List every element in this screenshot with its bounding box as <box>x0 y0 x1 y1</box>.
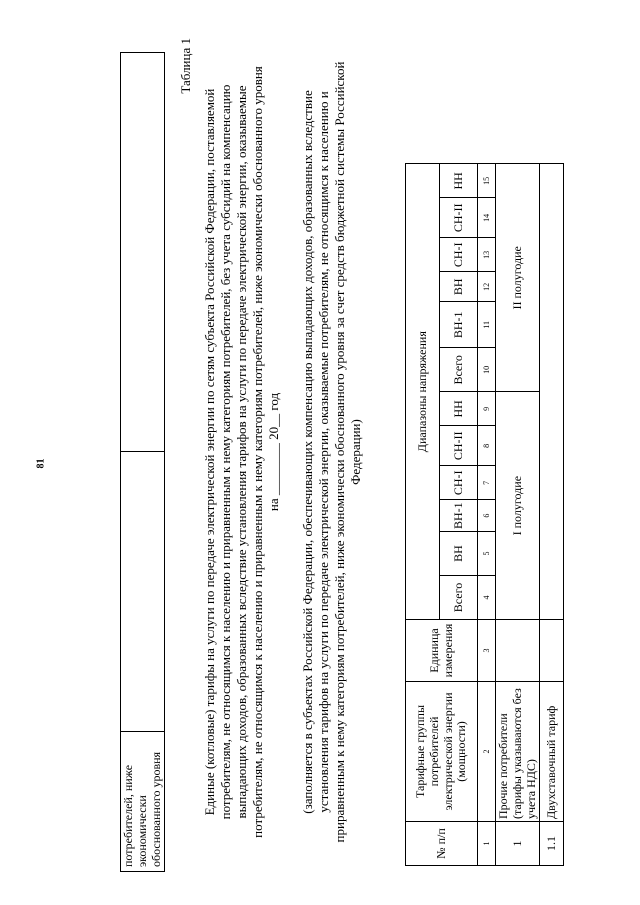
residual-table-cell <box>121 53 165 452</box>
tariff-table <box>405 163 564 866</box>
row-label: Прочие потребители (тарифы указываются без учета НДС) <box>496 682 540 822</box>
header-level: Всего <box>440 348 478 392</box>
header-ranges: Диапазоны напряжения <box>406 164 440 620</box>
column-number: 7 <box>478 466 496 500</box>
document-title: Единые (котловые) тарифы на услуги по передаче электрической энергии по сетям субъекта Российской Федерации, поставляемой потребителям, не относящимся к населению и приравненным к нему категориям потребителей, без учета субсидий на компенсацию выпадающих доходов, образованных вследствие установления тарифов на услуги по передаче электрической энергии, оказываемые потребителям, не относящимся к населению и приравненным к нему категориям потребителей, ниже экономически обоснованного уровня на ________ 20__ год <box>202 66 281 838</box>
row-num: 1 <box>496 822 540 866</box>
residual-table <box>120 52 165 872</box>
column-number: 6 <box>478 500 496 532</box>
header-level: СН-II <box>440 198 478 238</box>
column-number: 5 <box>478 532 496 576</box>
column-number: 11 <box>478 302 496 348</box>
row-num: 1.1 <box>540 822 564 866</box>
half-year-1: I полугодие <box>496 392 540 620</box>
header-level: СН-I <box>440 238 478 272</box>
half-year-2: II полугодие <box>496 164 540 392</box>
column-number: 2 <box>478 682 496 822</box>
header-level: ВН-1 <box>440 500 478 532</box>
header-level: НН <box>440 392 478 426</box>
column-number: 10 <box>478 348 496 392</box>
column-number: 4 <box>478 576 496 620</box>
header-unit: Единица измерения <box>406 620 478 682</box>
table-caption: Таблица 1 <box>178 38 193 94</box>
column-number: 1 <box>478 822 496 866</box>
column-number: 15 <box>478 164 496 198</box>
column-number: 9 <box>478 392 496 426</box>
header-level: СН-I <box>440 466 478 500</box>
table-cell <box>540 620 564 682</box>
column-number: 12 <box>478 272 496 302</box>
table-cell <box>540 164 564 620</box>
rotated-content <box>120 32 640 872</box>
header-num: № п/п <box>406 822 478 866</box>
header-group: Тарифные группы потребителей электрической энергии (мощности) <box>406 682 478 822</box>
header-level: ВН <box>440 532 478 576</box>
table-cell <box>496 620 540 682</box>
header-level: Всего <box>440 576 478 620</box>
header-level: ВН <box>440 272 478 302</box>
residual-table-cell-text: потребителей, ниже экономически обоснованного уровня <box>121 732 165 872</box>
column-number: 14 <box>478 198 496 238</box>
column-number: 13 <box>478 238 496 272</box>
residual-table-cell <box>121 452 165 732</box>
column-number: 3 <box>478 620 496 682</box>
header-level: СН-II <box>440 426 478 466</box>
row-label: Двухставочный тариф <box>540 682 564 822</box>
document-note: (заполняется в субъектах Российской Федерации, обеспечивающих компенсацию выпадающих доходов, образованных вследствие установления тарифов на услуги по передаче электрической энергии, оказываемые потребителям, не относящимся к населению и приравненным к нему категориям потребителей, ниже экономически обоснованного уровня за счет средств бюджетной системы Российской Федерации) <box>300 61 363 843</box>
page-number: 81 <box>35 458 47 469</box>
column-number: 8 <box>478 426 496 466</box>
header-level: ВН-1 <box>440 302 478 348</box>
header-level: НН <box>440 164 478 198</box>
